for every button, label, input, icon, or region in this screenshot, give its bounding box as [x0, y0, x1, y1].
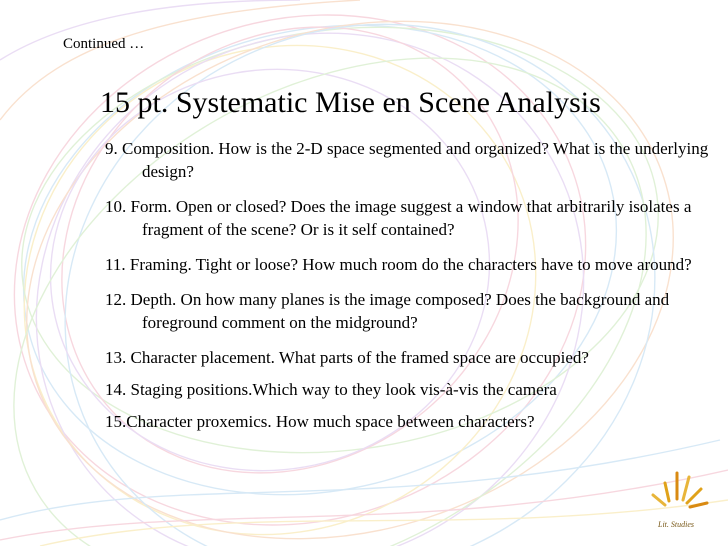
list-item: 13. Character placement. What parts of the framed space are occupied? — [105, 348, 589, 367]
list-item: 10. Form. Open or closed? Does the image suggest a window that arbitrarily isolates a fragment of the scene? Or is it self contained? — [105, 197, 692, 239]
list-item: 14. Staging positions.Which way to they look vis-à-vis the camera — [105, 380, 557, 399]
list-item: 12. Depth. On how many planes is the image composed? Does the background and foreground comment on the midground? — [105, 290, 670, 332]
list-item: 9. Composition. How is the 2-D space segmented and organized? What is the underlying design? — [105, 139, 709, 181]
list-item: 11. Framing. Tight or loose? How much room do the characters have to move around? — [105, 255, 692, 274]
list-item: 15.Character proxemics. How much space between characters? — [105, 412, 535, 431]
analysis-list — [105, 137, 715, 445]
slide-title: 15 pt. Systematic Mise en Scene Analysis — [100, 86, 601, 119]
logo-text: Lit. Studies — [658, 520, 695, 529]
continued-label: Continued … — [63, 36, 145, 52]
